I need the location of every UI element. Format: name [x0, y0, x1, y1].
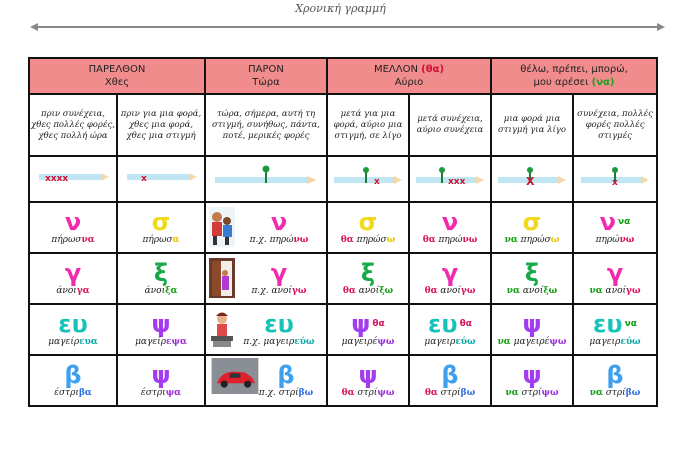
verb-cell: [29, 253, 117, 304]
verb-example-prefix: π.χ.: [249, 235, 270, 245]
verb-cell: [327, 253, 409, 304]
verb-cell: [491, 202, 573, 253]
timeline-cell: [205, 156, 327, 202]
verb-ending: βα: [78, 388, 92, 398]
letter-eu-icon: ευ: [58, 310, 88, 338]
header-wish-marker: (να): [591, 77, 615, 88]
verb-stem: άνοι: [56, 286, 77, 296]
verb-stem: έστρι: [54, 388, 79, 398]
timeline-arrow-icon: [30, 22, 665, 32]
header-future-title: ΜΕΛΛΟΝ: [373, 64, 422, 75]
verb-ending: νω: [619, 235, 635, 245]
letter-nu-icon: ν: [599, 208, 617, 236]
verb-cell: [327, 304, 409, 355]
verb-stem: μαγειρ: [424, 337, 456, 347]
letter-gamma-icon: γ: [441, 259, 459, 287]
verb-ending: ω: [386, 235, 396, 245]
tha-marker: θα: [422, 235, 436, 245]
header-past-sub: Χθες: [104, 77, 130, 88]
verb-cell: [205, 202, 327, 253]
cook-picture-icon: [209, 309, 235, 349]
verb-cell: [573, 355, 657, 406]
letter-psi-icon: ψ: [151, 310, 171, 338]
na-marker: να: [589, 286, 603, 296]
tha-marker: θα: [342, 286, 356, 296]
na-marker: να: [505, 388, 519, 398]
na-marker: να: [497, 337, 511, 347]
header-past: [29, 58, 205, 94]
verb-ending: βω: [460, 388, 476, 398]
tha-marker: θα: [341, 388, 355, 398]
verb-ending: ψω: [549, 337, 567, 347]
verb-stem: μαγειρέ: [510, 337, 550, 347]
verb-ending: βω: [298, 388, 314, 398]
verb-stem: μαγειρ: [589, 337, 621, 347]
verb-cell: [491, 355, 573, 406]
verb-stem: ανοί: [519, 286, 544, 296]
svg-text:x: x: [374, 177, 380, 187]
timeline-past-once-icon: [121, 167, 201, 187]
verb-ending: ευα: [79, 337, 98, 347]
letter-xi-icon: ξ: [153, 259, 169, 287]
page-title: Χρονική γραμμή: [295, 2, 386, 15]
verb-stem: άνοι: [144, 286, 166, 296]
verb-ending: να: [81, 235, 95, 245]
letter-beta-icon: β: [277, 361, 295, 389]
verb-stem: ανοί: [602, 286, 627, 296]
timeline-present-icon: [211, 164, 321, 190]
verb-example-prefix: π.χ. στρί: [258, 388, 299, 398]
verb-cell: [409, 355, 491, 406]
header-present: [205, 58, 327, 94]
timeline-cell: [409, 156, 491, 202]
svg-text:xxx: xxx: [448, 177, 466, 187]
timeline-cell: [327, 156, 409, 202]
verb-cell: [327, 202, 409, 253]
svg-text:x: x: [141, 174, 147, 184]
verb-ending: ω: [550, 235, 560, 245]
svg-text:xxxx: xxxx: [45, 174, 69, 184]
header-wish-sub: μου αρέσει: [533, 77, 592, 88]
na-marker: να: [618, 217, 631, 227]
verb-ending: νω: [293, 235, 309, 245]
desc-cell: μετά συνέχεια, αύριο συνέχεια: [409, 94, 491, 156]
car-picture-icon: [209, 358, 261, 394]
letter-xi-icon: ξ: [360, 259, 376, 287]
letter-psi-icon: ψ: [358, 361, 378, 389]
verb-cell: [117, 355, 205, 406]
verb-ending: ξω: [379, 286, 394, 296]
na-marker: να: [589, 388, 603, 398]
letter-psi-icon: ψ: [522, 361, 542, 389]
letter-psi-icon: ψ: [522, 310, 542, 338]
verb-cell: [327, 355, 409, 406]
svg-text:X: X: [526, 175, 535, 188]
verb-stem: μαγειρέ: [341, 337, 378, 347]
verb-example-prefix: π.χ. μαγειρ: [243, 337, 295, 347]
letter-beta-icon: β: [64, 361, 82, 389]
header-future-sub: Αύριο: [394, 77, 424, 88]
verb-ending: ψα: [165, 388, 182, 398]
verb-ending: γα: [76, 286, 90, 296]
verb-cell: [117, 202, 205, 253]
verb-cell: [409, 202, 491, 253]
letter-sigma-icon: σ: [522, 208, 542, 236]
verb-cell: [29, 202, 117, 253]
na-marker: να: [624, 319, 637, 329]
verb-cell: [117, 304, 205, 355]
timeline-past-continuous-icon: [33, 167, 113, 187]
verb-stem: πηρώ: [595, 235, 620, 245]
verb-ending: ψω: [377, 337, 395, 347]
tense-table: [28, 57, 658, 407]
letter-xi-icon: ξ: [524, 259, 540, 287]
verb-stem: πηρώσ: [353, 235, 387, 245]
tha-marker: θα: [424, 388, 438, 398]
verb-example-prefix: π.χ. ανοί: [251, 286, 292, 296]
people-picture-icon: [209, 207, 235, 247]
timeline-wish-once-icon: [494, 165, 570, 189]
na-marker: να: [504, 235, 518, 245]
verb-stem: ανοί: [355, 286, 380, 296]
letter-psi-icon: ψ: [351, 310, 371, 338]
verb-ending: νω: [462, 235, 478, 245]
timeline-future-continuous-icon: [412, 165, 488, 189]
letter-nu-icon: ν: [441, 208, 459, 236]
verb-cell: [573, 253, 657, 304]
verb-cell: [573, 202, 657, 253]
letter-nu-icon: ν: [64, 208, 82, 236]
tha-marker: θα: [424, 286, 438, 296]
verb-cell: [29, 355, 117, 406]
header-future: [327, 58, 491, 94]
verb-ending: εύω: [455, 337, 476, 347]
letter-gamma-icon: γ: [64, 259, 82, 287]
verb-ending: ψω: [377, 388, 395, 398]
tha-marker: θα: [459, 319, 472, 329]
timeline-future-once-icon: [330, 165, 406, 189]
letter-gamma-icon: γ: [606, 259, 624, 287]
verb-cell: [29, 304, 117, 355]
verb-cell: [491, 304, 573, 355]
verb-ending: ξω: [543, 286, 558, 296]
header-wish: [491, 58, 657, 94]
letter-nu-icon: ν: [270, 208, 288, 236]
tha-marker: θα: [372, 319, 385, 329]
verb-cell: [205, 253, 327, 304]
letter-beta-icon: β: [441, 361, 459, 389]
tha-marker: θα: [340, 235, 354, 245]
verb-stem: πηρώ: [269, 235, 294, 245]
na-marker: να: [506, 286, 520, 296]
door-picture-icon: [209, 258, 235, 298]
letter-psi-icon: ψ: [151, 361, 171, 389]
timeline-cell: [117, 156, 205, 202]
letter-gamma-icon: γ: [270, 259, 288, 287]
letter-eu-icon: ευ: [428, 310, 458, 338]
verb-stem: μαγείρ: [135, 337, 167, 347]
verb-cell: [409, 304, 491, 355]
letter-sigma-icon: σ: [151, 208, 171, 236]
verb-stem: πηρώσ: [517, 235, 551, 245]
desc-cell: συνέχεια, πολλές φορές πολλές στιγμές: [573, 94, 657, 156]
verb-ending: ξα: [165, 286, 178, 296]
verb-ending: γω: [626, 286, 641, 296]
verb-stem: στρί: [437, 388, 461, 398]
verb-stem: έστρι: [140, 388, 166, 398]
verb-stem: μαγείρ: [48, 337, 80, 347]
verb-cell: [491, 253, 573, 304]
header-present-title: ΠΑΡΟΝ: [248, 64, 284, 75]
verb-stem: πηρώ: [435, 235, 463, 245]
header-past-title: ΠΑΡΕΛΘΟΝ: [88, 64, 146, 75]
verb-stem: πήρωσ: [51, 235, 82, 245]
svg-text:x: x: [612, 178, 618, 188]
desc-cell: πριν για μια φορά, χθες μια φορά, χθες μια στιγμή: [117, 94, 205, 156]
verb-stem: ανοί: [437, 286, 461, 296]
verb-stem: στρί: [354, 388, 378, 398]
verb-ending: γω: [460, 286, 476, 296]
verb-stem: πήρωσ: [142, 235, 173, 245]
letter-beta-icon: β: [606, 361, 624, 389]
timeline-cell: [29, 156, 117, 202]
timeline-cell: [573, 156, 657, 202]
letter-eu-icon: ευ: [593, 310, 623, 338]
desc-cell: τώρα, σήμερα, αυτή τη στιγμή, συνήθως, πάντα, ποτέ, μερικές φορές: [205, 94, 327, 156]
verb-ending: γω: [291, 286, 307, 296]
verb-stem: στρί: [602, 388, 626, 398]
verb-cell: [117, 253, 205, 304]
verb-ending: ψω: [541, 388, 559, 398]
timeline-wish-continuous-icon: [577, 165, 653, 189]
verb-cell: [205, 355, 327, 406]
verb-cell: [205, 304, 327, 355]
verb-ending: εψα: [166, 337, 187, 347]
verb-stem: στρί: [518, 388, 542, 398]
desc-cell: πριν συνέχεια, χθες πολλές φορές, χθες πολλή ώρα: [29, 94, 117, 156]
header-future-marker: (θα): [421, 64, 445, 75]
verb-ending: εύω: [294, 337, 315, 347]
desc-cell: μια φορά μια στιγμή για λίγο: [491, 94, 573, 156]
letter-eu-icon: ευ: [264, 310, 294, 338]
header-present-sub: Τώρα: [252, 77, 280, 88]
timeline-cell: [491, 156, 573, 202]
verb-cell: [409, 253, 491, 304]
desc-cell: μετά για μια φορά, αύριο μια στιγμή, σε λίγο: [327, 94, 409, 156]
header-wish-title: θέλω, πρέπει, μπορώ,: [520, 64, 628, 75]
verb-cell: [573, 304, 657, 355]
verb-ending: βω: [625, 388, 641, 398]
verb-ending: εύω: [620, 337, 641, 347]
verb-ending: α: [172, 235, 180, 245]
letter-sigma-icon: σ: [358, 208, 378, 236]
